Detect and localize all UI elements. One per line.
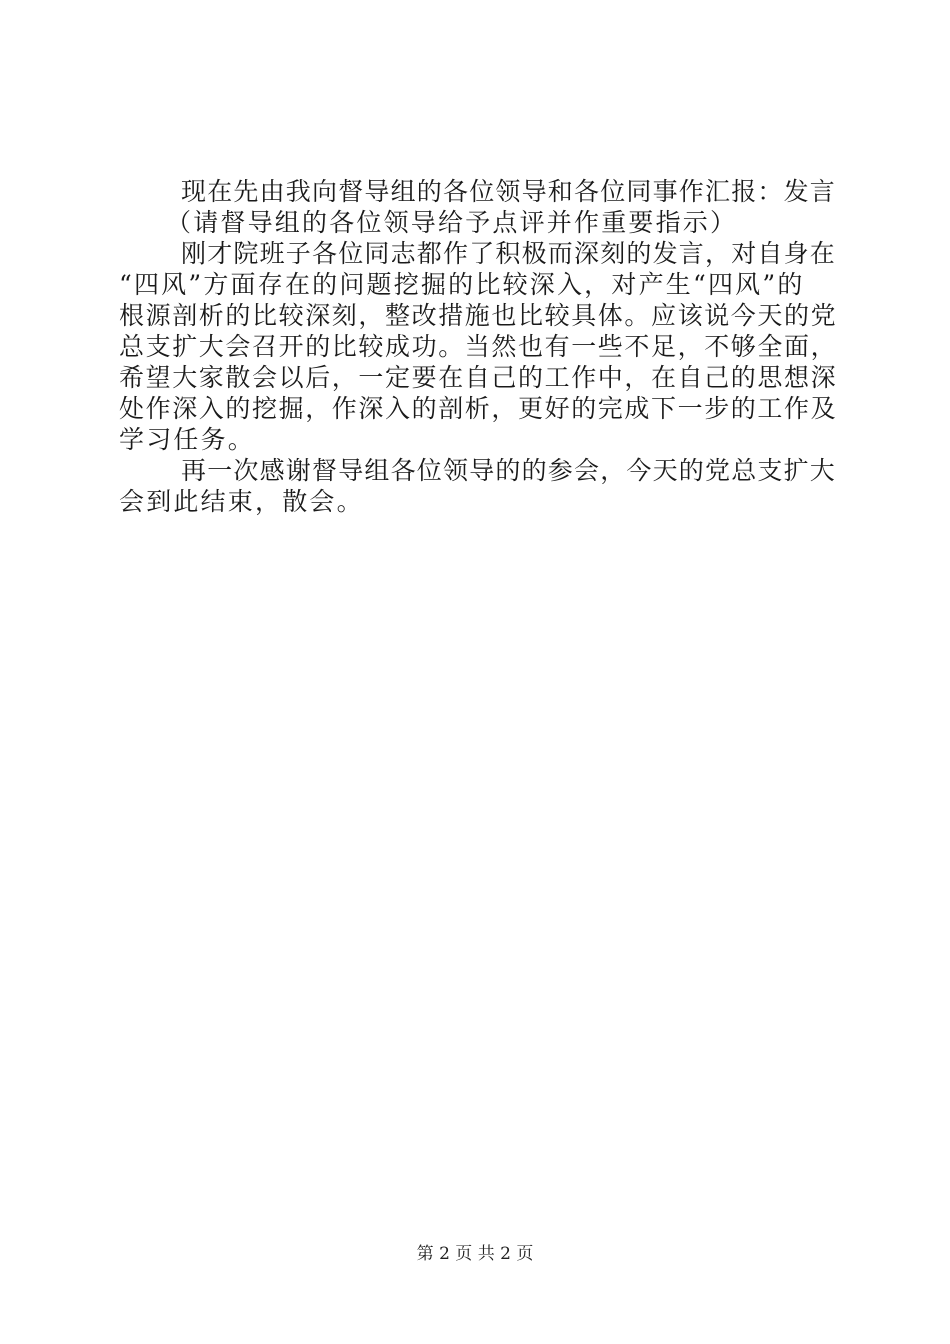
- text-line: 处作深入的挖掘，作深入的剖析，更好的完成下一步的工作及: [119, 394, 838, 423]
- text-line: 希望大家散会以后，一定要在自己的工作中，在自己的思想深: [119, 363, 838, 392]
- text-line: 总支扩大会召开的比较成功。当然也有一些不足，不够全面，: [119, 332, 838, 361]
- text-line: 再一次感谢督导组各位领导的的参会，今天的党总支扩大: [181, 456, 837, 485]
- text-line: 学习任务。: [119, 425, 256, 454]
- text-line: 会到此结束，散会。: [119, 487, 364, 516]
- text-line: 根源剖析的比较深刻，整改措施也比较具体。应该说今天的党: [119, 301, 838, 330]
- text-line: 现在先由我向督导组的各位领导和各位同事作汇报：发言: [181, 177, 837, 206]
- text-line: （请督导组的各位领导给予点评并作重要指示）: [166, 208, 738, 237]
- page-number: 第 2 页 共 2 页: [416, 1244, 534, 1264]
- text-line: 刚才院班子各位同志都作了积极而深刻的发言，对自身在: [181, 239, 837, 268]
- text-line: “四风”方面存在的问题挖掘的比较深入，对产生“四风”的: [119, 270, 805, 299]
